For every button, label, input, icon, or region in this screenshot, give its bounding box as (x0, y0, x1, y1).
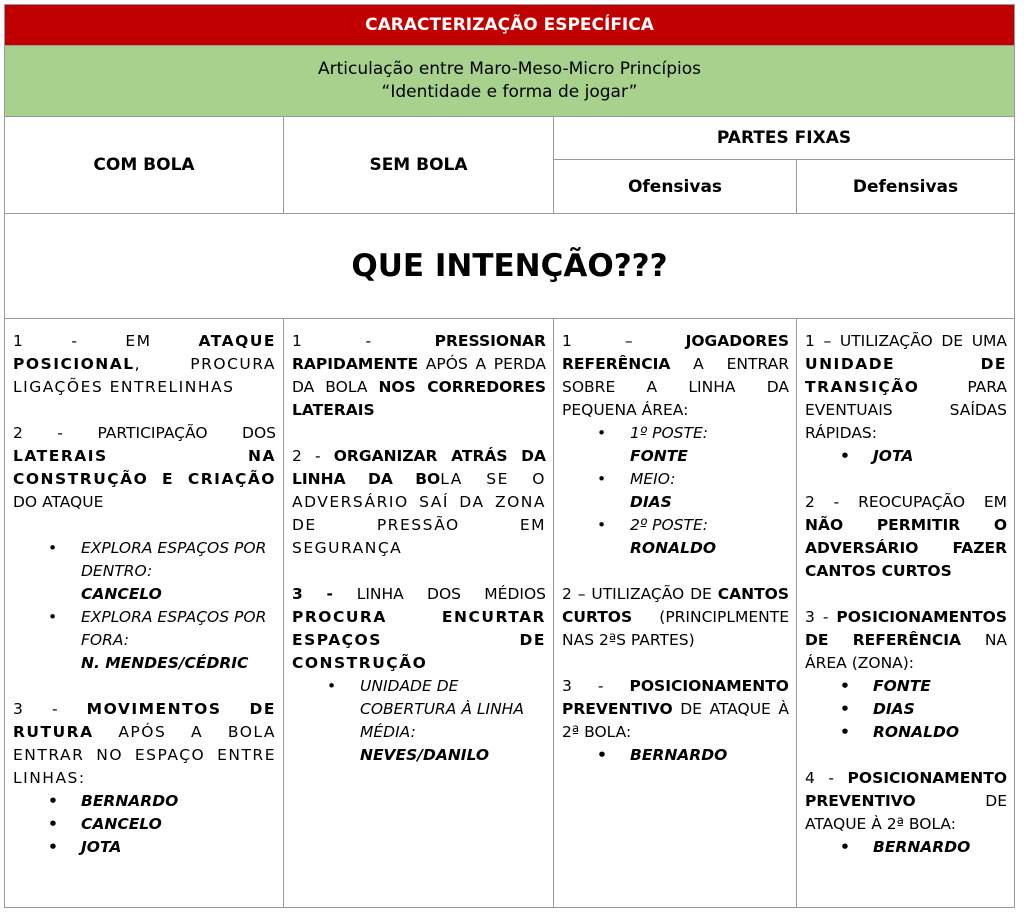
subtitle-line-2: “Identidade e forma de jogar” (381, 82, 638, 102)
intention-heading (5, 214, 1015, 319)
sem-bola-cell (284, 319, 554, 908)
list-item: • UNIDADE DE COBERTURA À LINHA MÉDIA: NEVES/DANILO (360, 675, 546, 767)
list-item: • JOTA (81, 836, 276, 859)
intention-text: QUE INTENÇÃO??? (351, 248, 668, 284)
list-item: • BERNARDO (630, 744, 789, 767)
defensivas-cell (797, 319, 1015, 908)
list-item: • 1º POSTE: FONTE (630, 422, 789, 468)
com-bola-players (13, 790, 276, 859)
defensivas-list-1 (805, 445, 1007, 468)
com-bola-cell (5, 319, 284, 908)
list-item: • RONALDO (873, 721, 1007, 744)
com-bola-principle-3: 3 - MOVIMENTOS DE RUTURA APÓS A BOLA ENTRAR NO ESPAÇO ENTRE LINHAS: (13, 700, 276, 787)
list-item: • BERNARDO (81, 790, 276, 813)
ofensivas-cell (554, 319, 797, 908)
ofensivas-list-2 (562, 744, 789, 767)
list-item: • MEIO: DIAS (630, 468, 789, 514)
defensivas-principle-3: 3 - POSICIONAMENTOS DE REFERÊNCIA NA ÁREA (ZONA): (805, 608, 1008, 672)
sem-bola-list (292, 675, 546, 767)
sem-bola-principle-3: 3 - LINHA DOS MÉDIOS PROCURA ENCURTAR ESPAÇOS DE CONSTRUÇÃO (292, 585, 546, 672)
ofensivas-principle-2: 2 – UTILIZAÇÃO DE CANTOS CURTOS (PRINCIPLMENTE NAS 2ªS PARTES) (562, 585, 789, 649)
subtitle-bar (5, 46, 1015, 117)
header-sem-bola: SEM BOLA (284, 117, 554, 214)
ofensivas-principle-1: 1 – JOGADORES REFERÊNCIA A ENTRAR SOBRE A LINHA DA PEQUENA ÁREA: (562, 332, 789, 419)
sem-bola-principle-1: 1 - PRESSIONAR RAPIDAMENTE APÓS A PERDA DA BOLA NOS CORREDORES LATERAIS (292, 332, 546, 419)
defensivas-players (805, 675, 1007, 744)
list-item: • BERNARDO (873, 836, 1007, 859)
title-bar (5, 5, 1015, 46)
ofensivas-principle-3: 3 - POSICIONAMENTO PREVENTIVO DE ATAQUE À 2ª BOLA: (562, 677, 789, 741)
header-defensivas: Defensivas (797, 160, 1015, 214)
list-item: • JOTA (873, 445, 1007, 468)
page-title: CARACTERIZAÇÃO ESPECÍFICA (365, 15, 654, 35)
com-bola-principle-2: 2 - PARTICIPAÇÃO DOS LATERAIS NA CONSTRUÇÃO E CRIAÇÃO DO ATAQUE (13, 424, 276, 511)
defensivas-principle-4: 4 - POSICIONAMENTO PREVENTIVO DE ATAQUE À 2ª BOLA: (805, 769, 1008, 833)
list-item: • DIAS (873, 698, 1007, 721)
defensivas-principle-1: 1 – UTILIZAÇÃO DE UMA UNIDADE DE TRANSIÇÃO PARA EVENTUAIS SAÍDAS RÁPIDAS: (805, 332, 1008, 442)
com-bola-list-1 (13, 537, 276, 675)
com-bola-principle-1: 1 - EM ATAQUE POSICIONAL, PROCURA LIGAÇÕES ENTRELINHAS (13, 332, 276, 396)
list-item: • 2º POSTE: RONALDO (630, 514, 789, 560)
caracterizacao-table (4, 4, 1015, 908)
defensivas-list-2 (805, 836, 1007, 859)
list-item: • EXPLORA ESPAÇOS POR DENTRO: CANCELO (81, 537, 276, 606)
header-com-bola: COM BOLA (5, 117, 284, 214)
tactical-document (4, 4, 1014, 908)
subtitle-line-1: Articulação entre Maro-Meso-Micro Princípios (317, 59, 702, 79)
list-item: • EXPLORA ESPAÇOS POR FORA: N. MENDES/CÉDRIC (81, 606, 276, 675)
list-item: • CANCELO (81, 813, 276, 836)
header-ofensivas: Ofensivas (554, 160, 797, 214)
list-item: • FONTE (873, 675, 1007, 698)
sem-bola-principle-2: 2 - ORGANIZAR ATRÁS DA LINHA DA BOLA SE O ADVERSÁRIO SAÍ DA ZONA DE PRESSÃO EM SEGURANÇA (292, 447, 547, 557)
defensivas-principle-2: 2 - REOCUPAÇÃO EM NÃO PERMITIR O ADVERSÁRIO FAZER CANTOS CURTOS (805, 493, 1008, 580)
ofensivas-list-1 (562, 422, 789, 560)
header-partes-fixas: PARTES FIXAS (554, 117, 1015, 160)
